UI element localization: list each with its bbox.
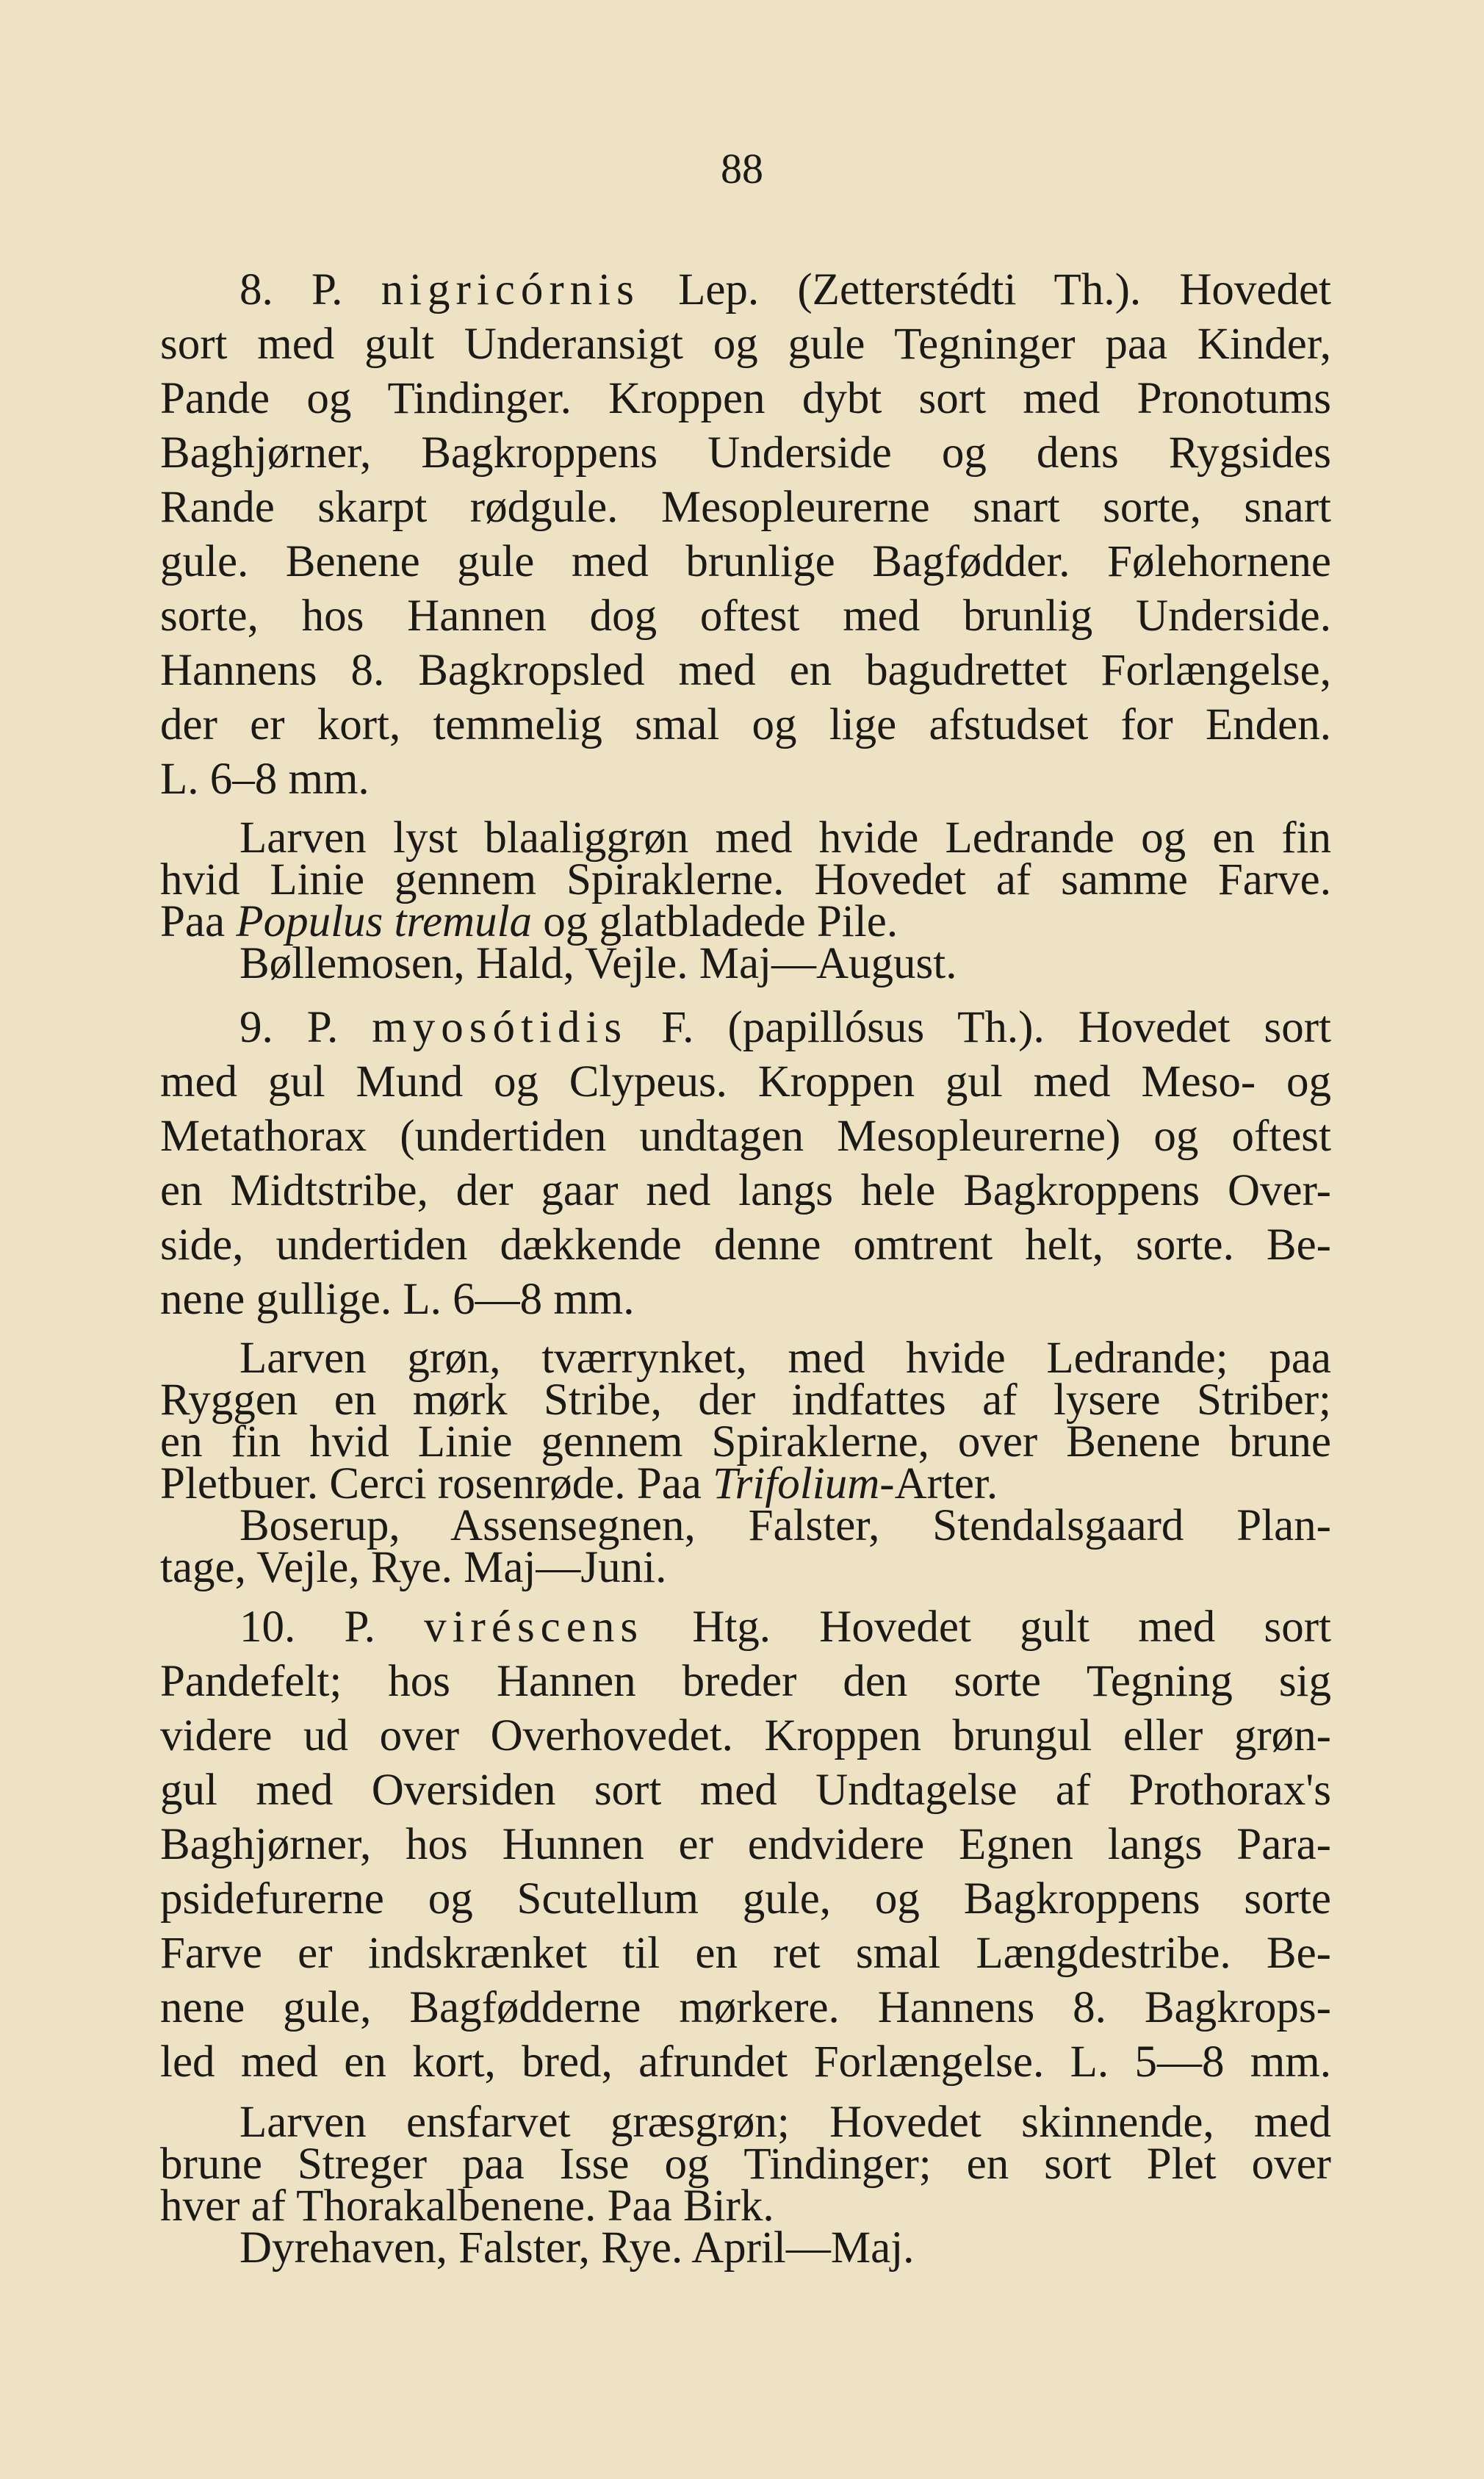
text-line: med gul Mund og Clypeus. Kroppen gul med Meso- og: [160, 1057, 1331, 1107]
text-line: psidefurerne og Scutellum gule, og Bagkroppens sorte: [160, 1874, 1331, 1924]
species-number: 8. P.: [239, 265, 343, 314]
page-number: 88: [721, 145, 763, 193]
host-suffix: og glatbladede Pile.: [532, 897, 898, 946]
species-8-description: [160, 263, 1331, 807]
text-line: sorte, hos Hannen dog oftest med brunlig Underside.: [160, 591, 1331, 641]
localities: Dyrehaven, Falster, Rye. April—Maj.: [239, 2223, 915, 2273]
text-line: Hannens 8. Bagkropsled med en bagudrettet Forlængelse,: [160, 646, 1331, 695]
species-name: myosótidis: [372, 1003, 628, 1052]
text-line: gul med Oversiden sort med Undtagelse af Prothorax's: [160, 1766, 1331, 1815]
text-line: der er kort, temmelig smal og lige afstudset for Enden.: [160, 700, 1331, 749]
text-line: Farve er indskrænket til en ret smal Længdestribe. Be-: [160, 1929, 1331, 1978]
text-line: sort med gult Underansigt og gule Tegninger paa Kinder,: [160, 320, 1331, 369]
species-heading: [160, 263, 1331, 317]
text-line: L. 6–8 mm.: [160, 755, 370, 804]
text-line: Metathorax (undertiden undtagen Mesopleurerne) og oftest: [160, 1112, 1331, 1161]
text-line: led med en kort, bred, afrundet Forlængelse. L. 5—8 mm.: [160, 2037, 1331, 2087]
localities: Boserup, Assensegnen, Falster, Stendalsgaard Plan-: [239, 1501, 1331, 1550]
text-line: en Midtstribe, der gaar ned langs hele Bagkroppens Over-: [160, 1166, 1331, 1215]
larva-line: hver af Thorakalbenene. Paa Birk.: [160, 2181, 774, 2231]
species-10-larva: [160, 2098, 1331, 2273]
larva-line: en fin hvid Linie gennem Spiraklerne, over Benene brune: [160, 1417, 1331, 1467]
host-plant: Populus tremula: [236, 897, 533, 946]
larva-line: brune Streger paa Isse og Tindinger; en sort Plet over: [160, 2140, 1331, 2189]
text-line: Pandefelt; hos Hannen breder den sorte Tegning sig: [160, 1657, 1331, 1706]
text-line: nene gullige. L. 6—8 mm.: [160, 1275, 635, 1324]
localities: Bøllemosen, Hald, Vejle. Maj—August.: [239, 939, 957, 988]
host-line: [160, 897, 1331, 946]
larva-line: Larven ensfarvet græsgrøn; Hovedet skinnende, med: [239, 2098, 1331, 2147]
text-line: Baghjørner, Bagkroppens Underside og dens Rygsides: [160, 428, 1331, 478]
text-line: Rande skarpt rødgule. Mesopleurerne snart sorte, snart: [160, 483, 1331, 532]
species-number: 9. P.: [239, 1003, 339, 1052]
text-line: Baghjørner, hos Hunnen er endvidere Egnen langs Para-: [160, 1820, 1331, 1869]
text-line: Htg. Hovedet gult med sort: [644, 1602, 1331, 1652]
text-line: nene gule, Bagfødderne mørkere. Hannens 8. Bagkrops-: [160, 1983, 1331, 2032]
host-prefix: Pletbuer. Cerci rosenrøde. Paa: [160, 1459, 713, 1508]
text-line: F. (papillósus Th.). Hovedet sort: [627, 1003, 1332, 1052]
species-name: nigricórnis: [381, 265, 640, 314]
larva-line: Larven grøn, tværrynket, med hvide Ledrande; paa: [239, 1334, 1331, 1383]
larva-line: Ryggen en mørk Stribe, der indfattes af lysere Striber;: [160, 1375, 1331, 1425]
host-prefix: Paa: [160, 897, 237, 946]
host-line: [160, 1459, 1331, 1508]
larva-line: Larven lyst blaaliggrøn med hvide Ledrande og en fin: [239, 813, 1331, 863]
species-8-larva: [160, 813, 1331, 988]
species-9-description: [160, 1001, 1331, 1327]
text-line: videre ud over Overhovedet. Kroppen brungul eller grøn-: [160, 1711, 1331, 1760]
species-number: 10. P.: [239, 1602, 375, 1652]
species-heading: [160, 1600, 1331, 1655]
host-plant: Trifolium: [713, 1459, 880, 1508]
species-name: viréscens: [424, 1602, 644, 1652]
species-10-description: [160, 1600, 1331, 2090]
host-suffix: -Arter.: [879, 1459, 998, 1508]
text-line: gule. Benene gule med brunlige Bagfødder. Følehornene: [160, 537, 1331, 586]
species-9-larva: [160, 1334, 1331, 1592]
text-line: Lep. (Zetterstédti Th.). Hovedet: [639, 265, 1331, 314]
text-line: side, undertiden dækkende denne omtrent helt, sorte. Be-: [160, 1220, 1331, 1270]
localities: tage, Vejle, Rye. Maj—Juni.: [160, 1543, 667, 1592]
larva-line: hvid Linie gennem Spiraklerne. Hovedet af samme Farve.: [160, 855, 1331, 904]
text-line: Pande og Tindinger. Kroppen dybt sort med Pronotums: [160, 374, 1331, 423]
species-heading: [160, 1001, 1331, 1055]
